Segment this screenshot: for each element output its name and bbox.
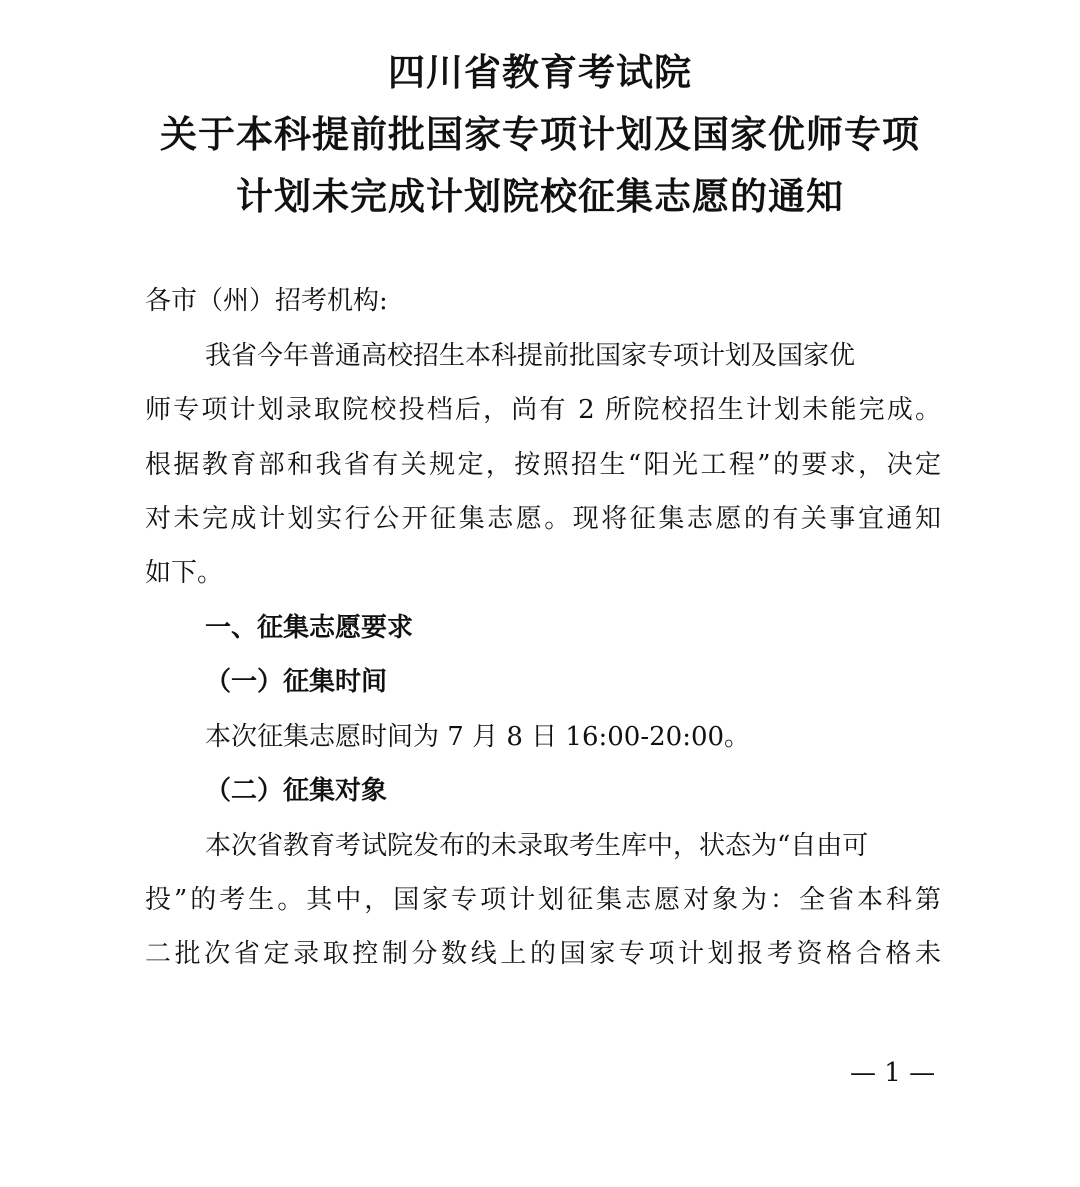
intro-line-2: 师专项计划录取院校投档后，尚有 2 所院校招生计划未能完成。 — [145, 395, 941, 425]
intro-line-3: 根据教育部和我省有关规定，按照招生“阳光工程”的要求，决定 — [145, 450, 941, 480]
subsection-heading-2: （二）征集对象 — [205, 776, 388, 806]
subsection-heading-1: （一）征集时间 — [205, 667, 388, 697]
document-title-line-3: 计划未完成计划院校征集志愿的通知 — [236, 174, 844, 218]
section-heading-1: 一、征集志愿要求 — [205, 613, 414, 643]
subsection-2-line-3: 二批次省定录取控制分数线上的国家专项计划报考资格合格未 — [145, 939, 941, 969]
document-title-line-2: 关于本科提前批国家专项计划及国家优师专项 — [160, 112, 920, 156]
salutation: 各市（州）招考机构: — [145, 286, 388, 316]
page-number: — 1 — — [850, 1058, 936, 1088]
document-title-line-1: 四川省教育考试院 — [388, 50, 692, 94]
subsection-2-line-2: 投”的考生。其中，国家专项计划征集志愿对象为：全省本科第 — [145, 885, 941, 915]
intro-line-4: 对未完成计划实行公开征集志愿。现将征集志愿的有关事宜通知 — [145, 504, 941, 534]
subsection-2-line-1: 本次省教育考试院发布的未录取考生库中，状态为“自由可 — [205, 831, 869, 861]
subsection-1-text: 本次征集志愿时间为 7 月 8 日 16:00-20:00。 — [205, 722, 751, 752]
intro-line-1: 我省今年普通高校招生本科提前批国家专项计划及国家优 — [205, 341, 856, 371]
intro-line-5: 如下。 — [145, 558, 224, 588]
